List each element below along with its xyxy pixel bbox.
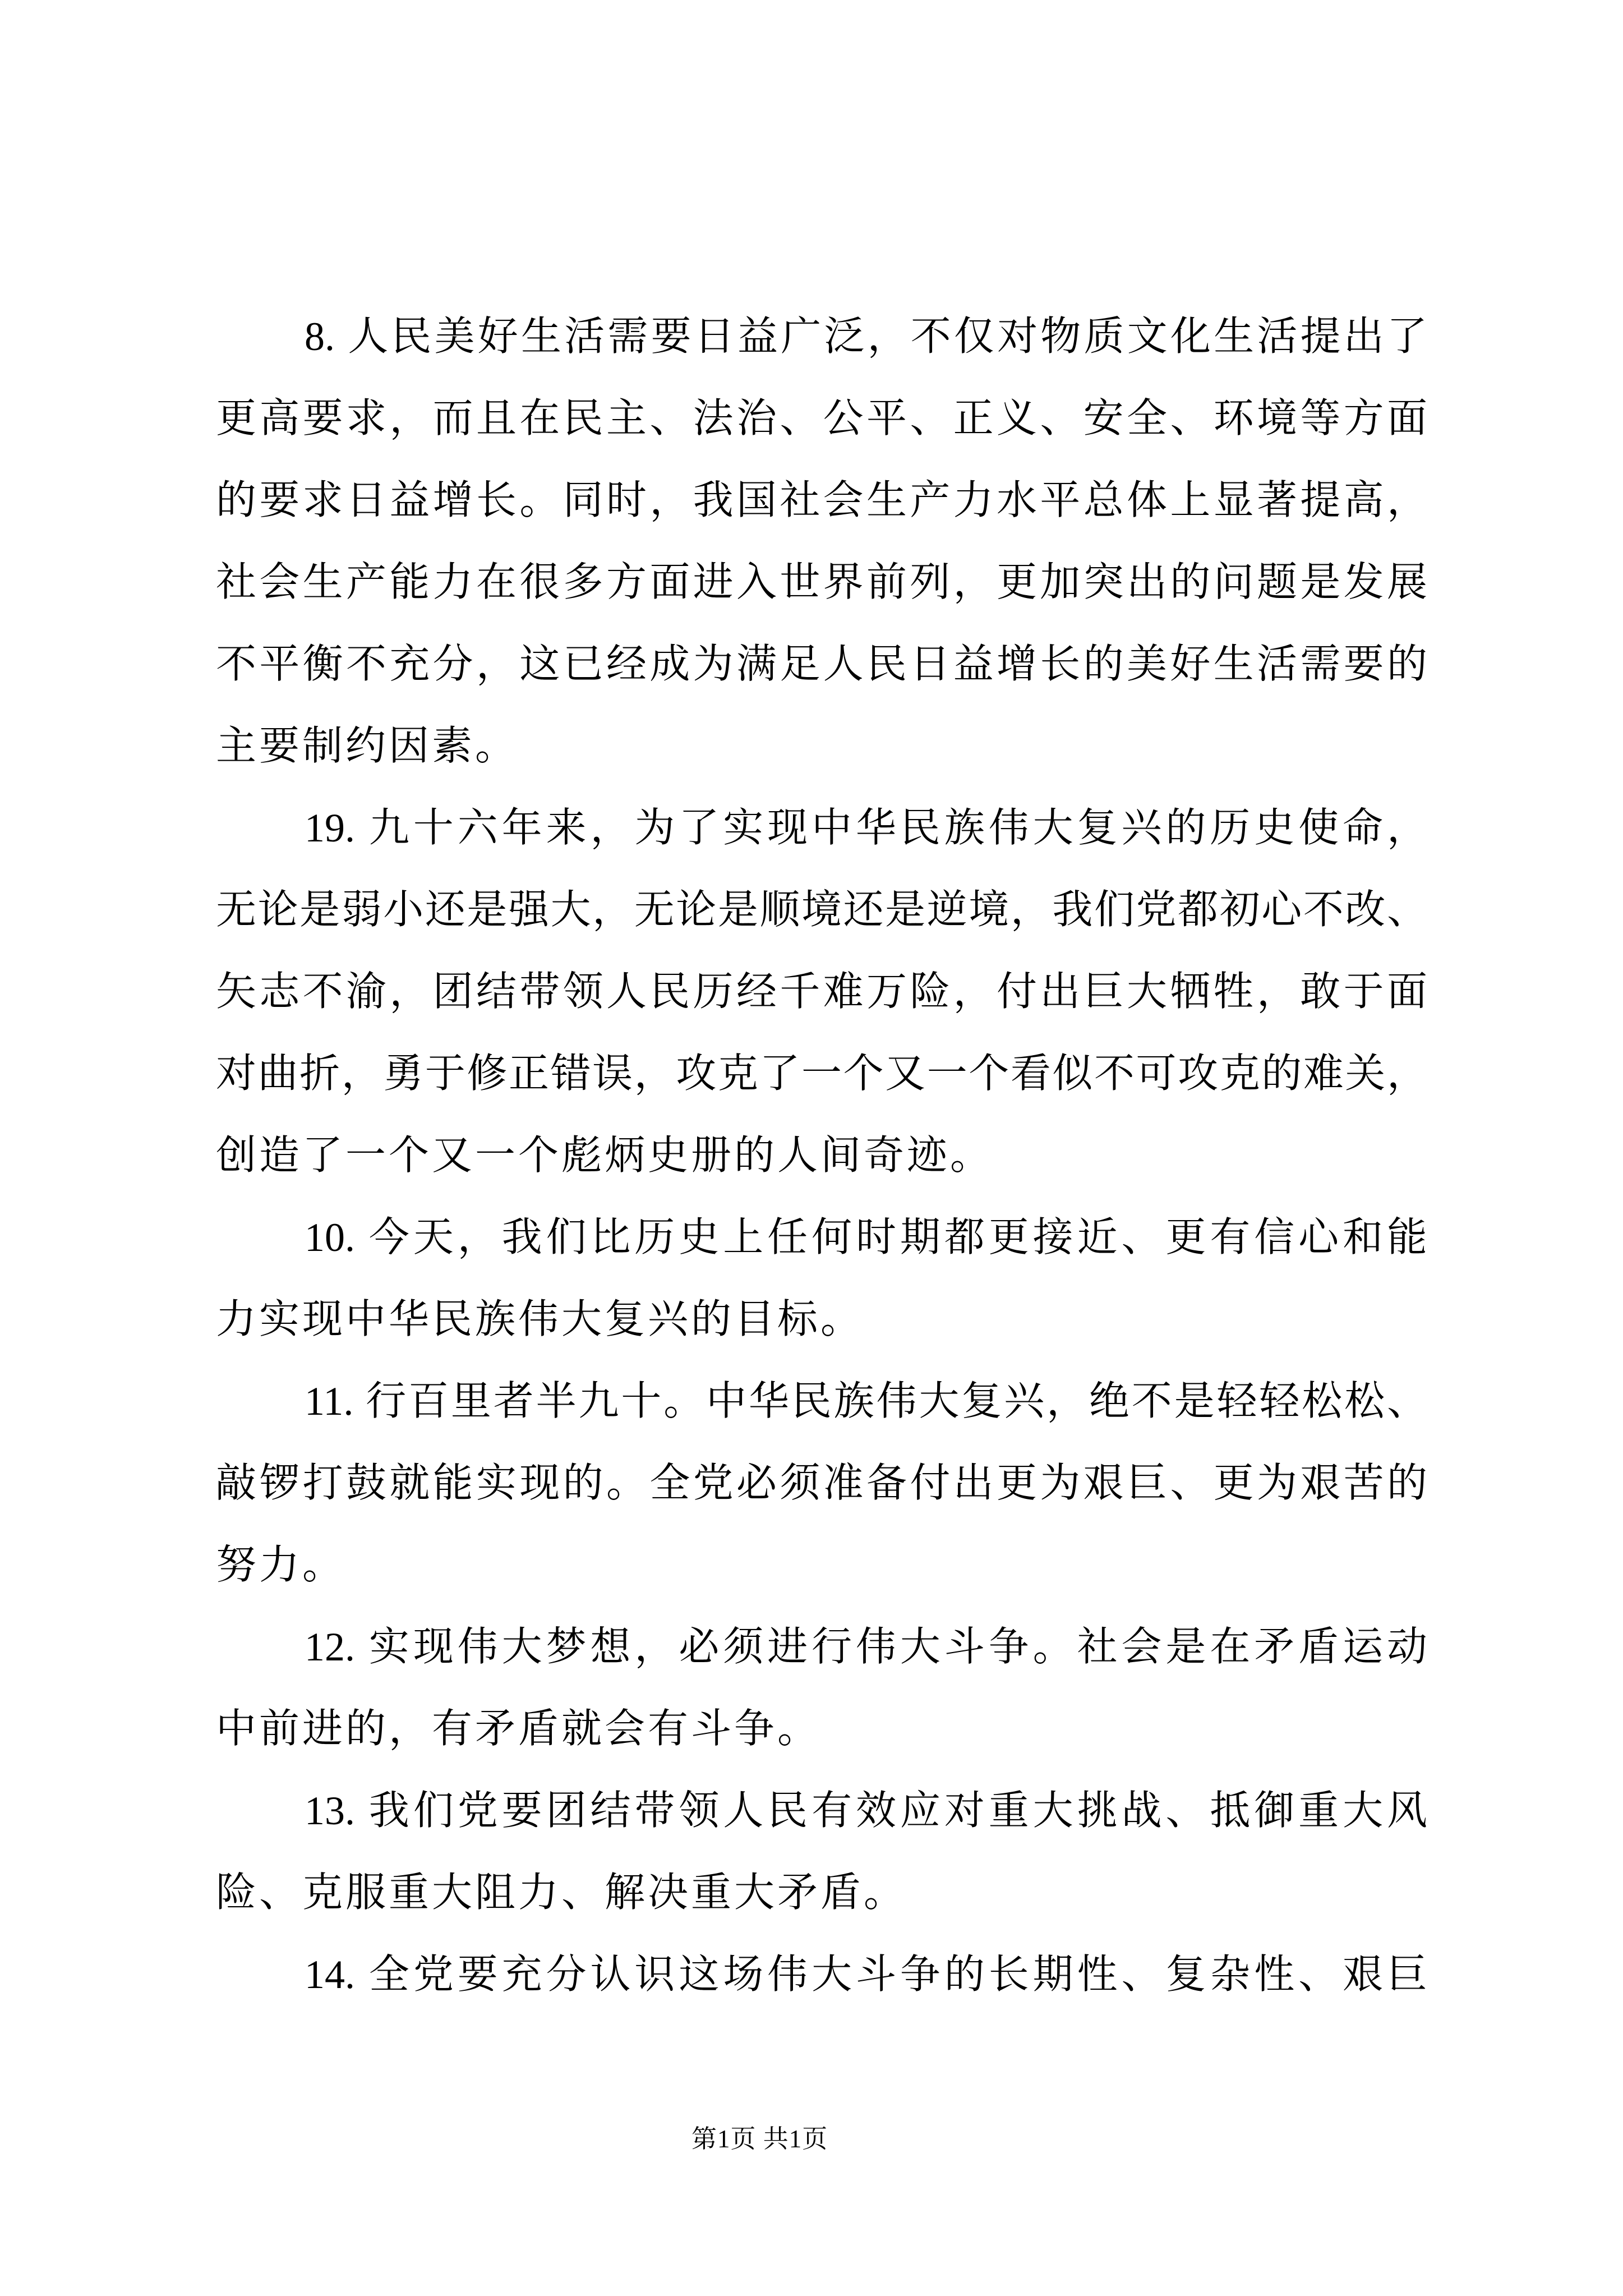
text-line: 11. 行百里者半九十。中华民族伟大复兴，绝不是轻轻松松、 <box>305 1379 1427 1424</box>
document-body <box>216 296 1427 2016</box>
page-number-footer: 第1页 共1页 <box>691 2125 828 2153</box>
text-line: 力实现中华民族伟大复兴的目标。 <box>216 1297 864 1342</box>
text-line: 更高要求，而且在民主、法治、公平、正义、安全、环境等方面 <box>216 396 1427 441</box>
text-line: 创造了一个又一个彪炳史册的人间奇迹。 <box>216 1133 994 1178</box>
text-line: 对曲折，勇于修正错误，攻克了一个又一个看似不可攻克的难关， <box>216 1051 1427 1096</box>
text-line: 不平衡不充分，这已经成为满足人民日益增长的美好生活需要的 <box>216 642 1427 687</box>
text-line: 13. 我们党要团结带领人民有效应对重大挑战、抵御重大风 <box>305 1788 1427 1833</box>
text-line: 矢志不渝，团结带领人民历经千难万险，付出巨大牺牲，敢于面 <box>216 969 1427 1014</box>
text-line: 10. 今天，我们比历史上任何时期都更接近、更有信心和能 <box>305 1215 1427 1260</box>
text-line: 社会生产能力在很多方面进入世界前列，更加突出的问题是发展 <box>216 560 1427 605</box>
text-line: 中前进的，有矛盾就会有斗争。 <box>216 1706 821 1751</box>
text-line: 敲锣打鼓就能实现的。全党必须准备付出更为艰巨、更为艰苦的 <box>216 1461 1427 1506</box>
text-line: 8. 人民美好生活需要日益广泛，不仅对物质文化生活提出了 <box>305 314 1427 359</box>
text-line: 19. 九十六年来，为了实现中华民族伟大复兴的历史使命， <box>305 806 1427 850</box>
text-line: 的要求日益增长。同时，我国社会生产力水平总体上显著提高， <box>216 478 1427 523</box>
text-line: 努力。 <box>216 1543 346 1588</box>
text-line: 险、克服重大阻力、解决重大矛盾。 <box>216 1870 907 1915</box>
text-line: 12. 实现伟大梦想，必须进行伟大斗争。社会是在矛盾运动 <box>305 1625 1427 1669</box>
text-line: 无论是弱小还是强大，无论是顺境还是逆境，我们党都初心不改、 <box>216 887 1427 932</box>
text-line: 主要制约因素。 <box>216 724 519 769</box>
text-line: 14. 全党要充分认识这场伟大斗争的长期性、复杂性、艰巨 <box>305 1952 1427 1997</box>
